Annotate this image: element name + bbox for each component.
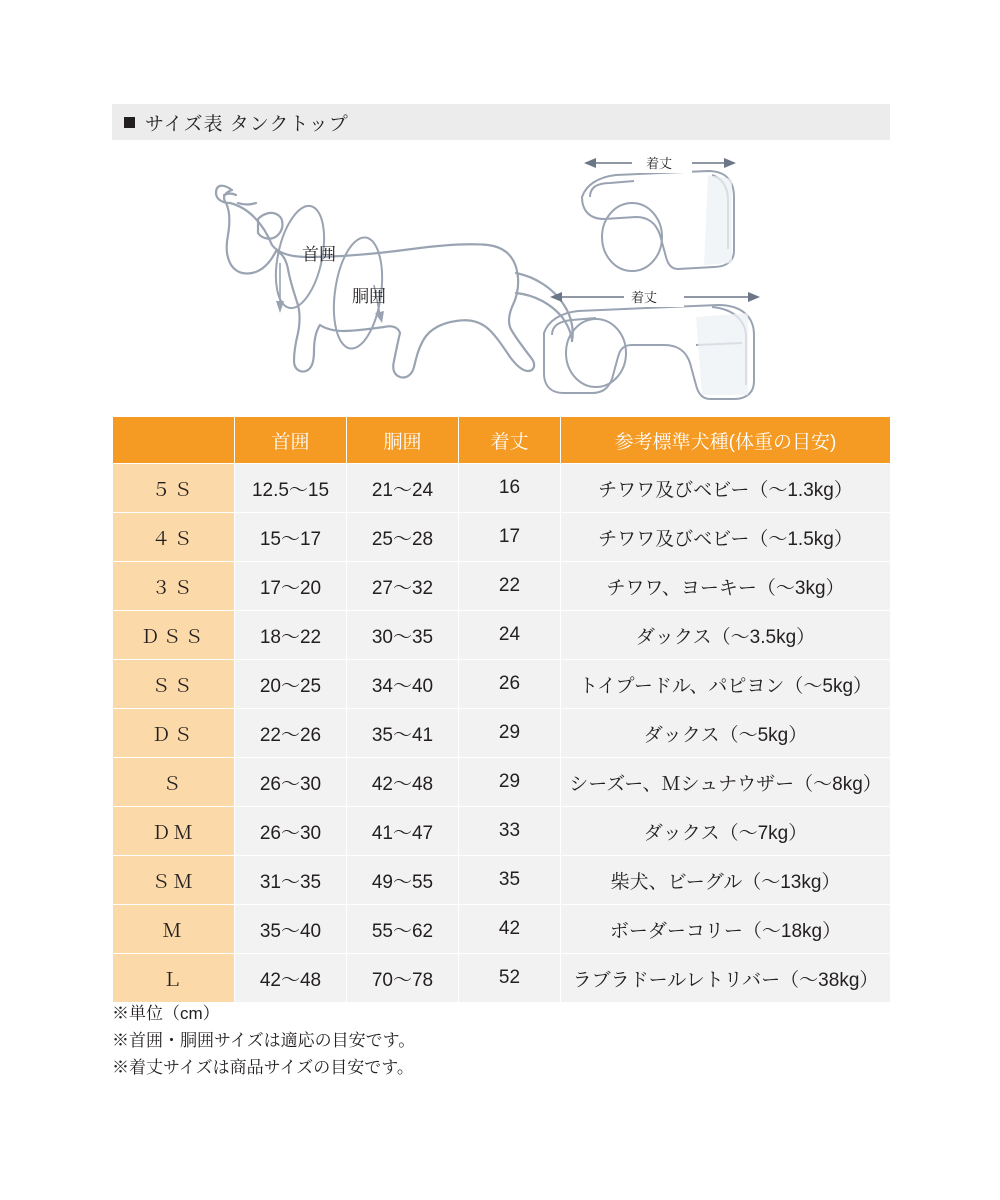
table-header-body: 胴囲 bbox=[347, 417, 459, 464]
page-title: サイズ表 タンクトップ bbox=[145, 113, 349, 135]
cell-breed: ラブラドールレトリバー（〜38kg） bbox=[561, 954, 891, 1003]
cell-breed: 柴犬、ビーグル（〜13kg） bbox=[561, 856, 891, 905]
dog-diagram-svg bbox=[112, 145, 890, 413]
cell-body: 35〜41 bbox=[347, 709, 459, 758]
black-square-icon bbox=[124, 117, 135, 128]
cell-breed: チワワ、ヨーキー（〜3kg） bbox=[561, 562, 891, 611]
cell-size: Ｍ bbox=[113, 905, 235, 954]
cell-length: 26 bbox=[459, 660, 561, 709]
cell-neck: 18〜22 bbox=[235, 611, 347, 660]
cell-breed: チワワ及びベビー（〜1.5kg） bbox=[561, 513, 891, 562]
table-row bbox=[113, 660, 891, 709]
note-circumference: ※首囲・胴囲サイズは適応の目安です。 bbox=[112, 1031, 416, 1050]
table-row bbox=[113, 807, 891, 856]
cell-neck: 42〜48 bbox=[235, 954, 347, 1003]
cell-length: 16 bbox=[459, 464, 561, 513]
table-row bbox=[113, 709, 891, 758]
table-row bbox=[113, 562, 891, 611]
cell-body: 49〜55 bbox=[347, 856, 459, 905]
cell-neck: 26〜30 bbox=[235, 758, 347, 807]
table-row bbox=[113, 905, 891, 954]
cell-length: 33 bbox=[459, 807, 561, 856]
cell-size: ５Ｓ bbox=[113, 464, 235, 513]
cell-breed: ダックス（〜7kg） bbox=[561, 807, 891, 856]
label-garment-length-top: 着丈 bbox=[646, 156, 673, 171]
label-garment-length-bottom: 着丈 bbox=[631, 290, 658, 305]
table-row bbox=[113, 611, 891, 660]
cell-size: ４Ｓ bbox=[113, 513, 235, 562]
table-row bbox=[113, 513, 891, 562]
table-row bbox=[113, 464, 891, 513]
cell-neck: 22〜26 bbox=[235, 709, 347, 758]
cell-length: 24 bbox=[459, 611, 561, 660]
cell-neck: 20〜25 bbox=[235, 660, 347, 709]
note-unit: ※単位（cm） bbox=[112, 1004, 220, 1023]
cell-length: 52 bbox=[459, 954, 561, 1003]
cell-length: 22 bbox=[459, 562, 561, 611]
section-header bbox=[112, 104, 890, 140]
cell-breed: ボーダーコリー（〜18kg） bbox=[561, 905, 891, 954]
cell-breed: ダックス（〜3.5kg） bbox=[561, 611, 891, 660]
size-table bbox=[112, 416, 891, 1003]
cell-neck: 35〜40 bbox=[235, 905, 347, 954]
cell-breed: ダックス（〜5kg） bbox=[561, 709, 891, 758]
cell-neck: 17〜20 bbox=[235, 562, 347, 611]
cell-length: 35 bbox=[459, 856, 561, 905]
cell-size: ＤＭ bbox=[113, 807, 235, 856]
cell-size: ＤＳ bbox=[113, 709, 235, 758]
notes-block bbox=[112, 1000, 812, 1081]
cell-breed: トイプードル、パピヨン（〜5kg） bbox=[561, 660, 891, 709]
cell-size: Ｓ bbox=[113, 758, 235, 807]
cell-size: Ｌ bbox=[113, 954, 235, 1003]
cell-length: 42 bbox=[459, 905, 561, 954]
cell-body: 21〜24 bbox=[347, 464, 459, 513]
cell-body: 25〜28 bbox=[347, 513, 459, 562]
table-row bbox=[113, 758, 891, 807]
cell-body: 70〜78 bbox=[347, 954, 459, 1003]
cell-body: 55〜62 bbox=[347, 905, 459, 954]
table-header-row bbox=[113, 417, 891, 464]
table-row bbox=[113, 856, 891, 905]
cell-neck: 15〜17 bbox=[235, 513, 347, 562]
table-header-breed: 参考標準犬種(体重の目安) bbox=[561, 417, 891, 464]
table-header-size bbox=[113, 417, 235, 464]
label-neck-circumference: 首囲 bbox=[302, 245, 336, 264]
cell-neck: 12.5〜15 bbox=[235, 464, 347, 513]
cell-body: 30〜35 bbox=[347, 611, 459, 660]
table-header-neck: 首囲 bbox=[235, 417, 347, 464]
cell-body: 42〜48 bbox=[347, 758, 459, 807]
cell-size: ＳＭ bbox=[113, 856, 235, 905]
cell-size: ３Ｓ bbox=[113, 562, 235, 611]
cell-neck: 26〜30 bbox=[235, 807, 347, 856]
cell-body: 27〜32 bbox=[347, 562, 459, 611]
label-body-circumference: 胴囲 bbox=[352, 287, 386, 306]
note-length: ※着丈サイズは商品サイズの目安です。 bbox=[112, 1058, 414, 1077]
cell-size: ＤＳＳ bbox=[113, 611, 235, 660]
cell-length: 29 bbox=[459, 709, 561, 758]
measurement-illustration bbox=[112, 145, 890, 413]
cell-neck: 31〜35 bbox=[235, 856, 347, 905]
cell-length: 29 bbox=[459, 758, 561, 807]
cell-body: 34〜40 bbox=[347, 660, 459, 709]
cell-size: ＳＳ bbox=[113, 660, 235, 709]
table-header-length: 着丈 bbox=[459, 417, 561, 464]
cell-length: 17 bbox=[459, 513, 561, 562]
cell-breed: シーズー、Ｍシュナウザー（〜8kg） bbox=[561, 758, 891, 807]
cell-breed: チワワ及びベビー（〜1.3kg） bbox=[561, 464, 891, 513]
cell-body: 41〜47 bbox=[347, 807, 459, 856]
table-row bbox=[113, 954, 891, 1003]
